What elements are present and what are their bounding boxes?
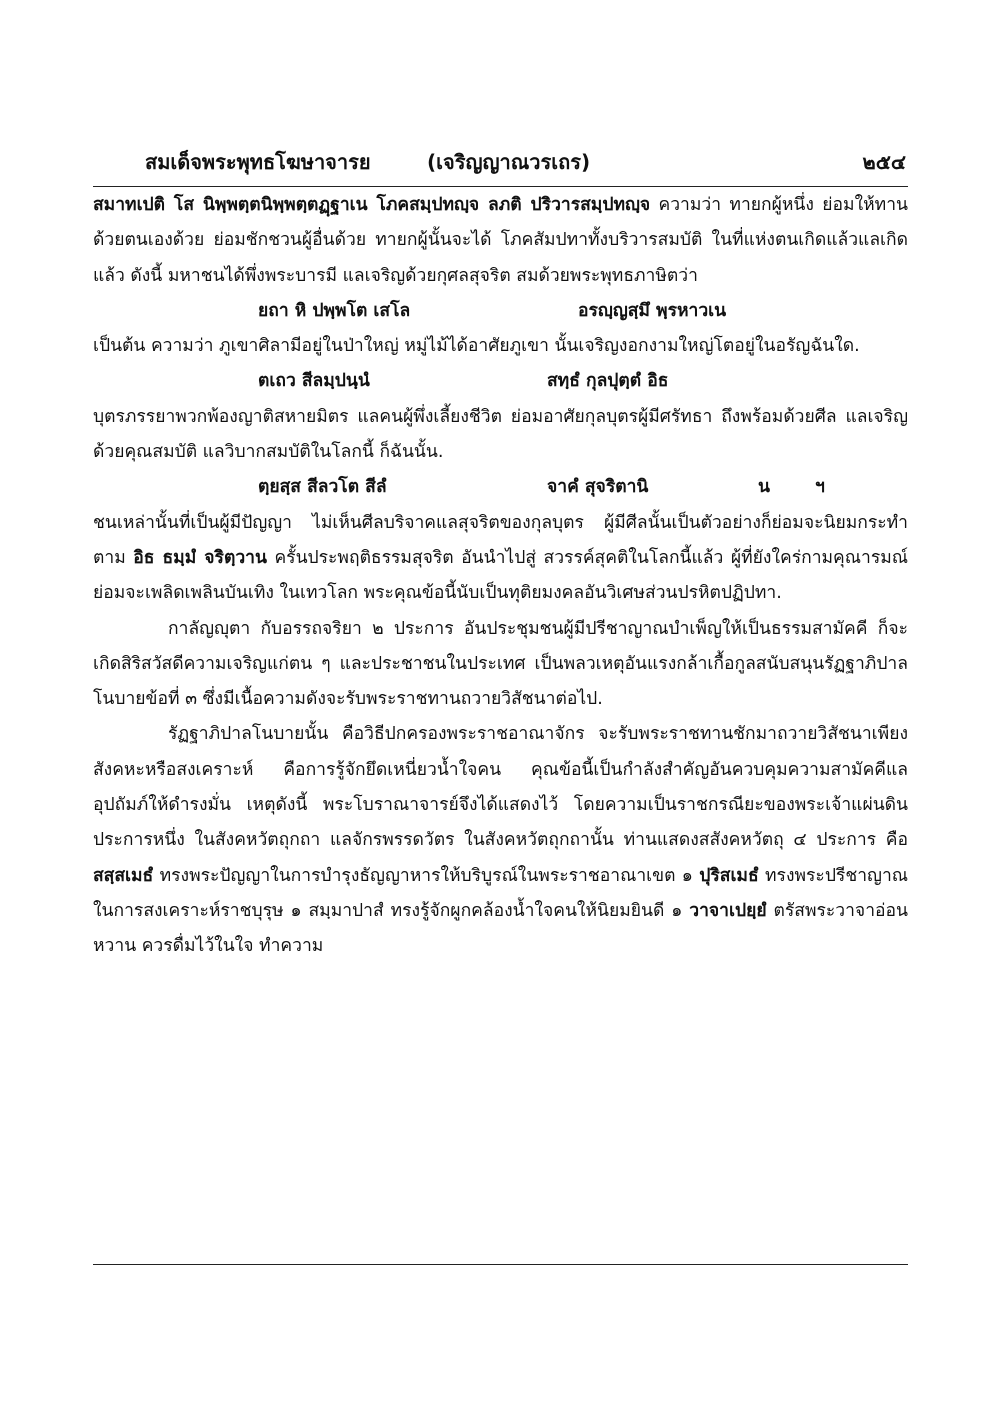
header-subtitle: (เจริญญาณวรเถร) bbox=[427, 150, 591, 174]
paragraph-3-pali-phrase: อิธ ธมฺมํ จริตฺวาน bbox=[133, 547, 267, 568]
verse-3 bbox=[93, 470, 908, 505]
intro-paragraph bbox=[93, 188, 908, 294]
paragraph-5-pali-term-2: ปุริสเมธํ bbox=[699, 865, 759, 886]
paragraph-2: บุตรภรรยาพวกพ้องญาติสหายมิตร แลคนผู้พึ่งเลี้ยงชีวิต ย่อมอาศัยกุลบุตรผู้มีศรัทธา ถึงพร้อมด้วยศีล แลเจริญด้วยคุณสมบัติ แลวิบากสมบัติในโลกนี้ ก็ฉันนั้น. bbox=[93, 406, 908, 463]
paragraph-3-text-1: ชนเหล่านั้นที่เป็นผู้มีปัญญา ไม่เห็นศีลบริจาคแลสุจริตของกุลบุตร ผู้มีศีลนั้นเป็นตัวอย่างก็ย่อมจะนิยมกระทำตาม bbox=[93, 512, 908, 568]
verse-1-second-half: อรญฺญสฺมึ พฺรหาวเน bbox=[578, 300, 727, 321]
verse-2 bbox=[93, 364, 908, 399]
paragraph-5-pali-term-1: สสฺสเมธํ bbox=[93, 865, 154, 886]
page-header bbox=[93, 146, 908, 187]
page-body bbox=[93, 188, 908, 965]
verse-3-particle: น bbox=[758, 477, 770, 498]
paragraph-5-text-2: ทรงพระปัญญาในการบำรุงธัญญาหารให้บริบูรณ์ในพระราชอาณาเขต ๑ bbox=[153, 865, 700, 886]
verse-3-end-mark: ฯ bbox=[815, 477, 825, 498]
paragraph-5-pali-term-3: วาจาเปยฺยํ bbox=[689, 900, 767, 921]
paragraph-4: กาลัญญุตา กับอรรถจริยา ๒ ประการ อันประชุมชนผู้มีปรีชาญาณบำเพ็ญให้เป็นธรรมสามัคคี ก็จะเกิดสิริสวัสดีความเจริญแก่ตน ๆ และประชาชนในประเทศ เป็นพลวเหตุอันแรงกล้าเกื้อกูลสนับสนุนรัฏฐาภิปาลโนบายข้อที่ ๓ ซึ่งมีเนื้อความดังจะรับพระราชทานถวายวิสัชนาต่อไป. bbox=[93, 618, 908, 710]
page-number: ๒๕๔ bbox=[862, 150, 906, 174]
footer-rule bbox=[93, 1264, 908, 1265]
header-title: สมเด็จพระพุทธโฆษาจารย bbox=[145, 150, 371, 174]
verse-3-first-half: ตฺยสฺส สีลวโต สีลํ bbox=[258, 477, 387, 498]
verse-2-first-half: ตเถว สีลมฺปนฺนํ bbox=[258, 371, 370, 392]
paragraph-3 bbox=[93, 506, 908, 612]
verse-3-second-half: จาคํ สุจริตานิ bbox=[547, 477, 649, 498]
verse-1-first-half: ยถา หิ ปพฺพโต เสโล bbox=[258, 300, 411, 321]
paragraph-1: เป็นต้น ความว่า ภูเขาศิลามีอยู่ในป่าใหญ่ หมู่ไม้ได้อาศัยภูเขา นั้นเจริญงอกงามใหญ่โตอยู่ในอรัญฉันใด. bbox=[93, 336, 860, 357]
paragraph-5-text-3: ทรงพระปรีชาญาณในการสงเคราะห์ราชบุรุษ ๑ สมฺมาปาสํ ทรงรู้จักผูกคล้องน้ำใจคนให้นิยมยินดี ๑ bbox=[93, 865, 909, 921]
intro-text: ความว่า ทายกผู้หนึ่ง ย่อมให้ทานด้วยตนเองด้วย ย่อมชักชวนผู้อื่นด้วย ทายกผู้นั้นจะได้ โภคสัมปทาทั้งบริวารสมบัติ ในที่แห่งตนเกิดแล้วแลเกิดแล้ว ดังนี้ มหาชนได้พึ่งพระบารมี แลเจริญด้วยกุศลสุจริต สมด้วยพระพุทธภาษิตว่า bbox=[93, 195, 908, 286]
paragraph-5 bbox=[93, 717, 908, 964]
paragraph-5-text-1: รัฏฐาภิปาลโนบายนั้น คือวิธีปกครองพระราชอาณาจักร จะรับพระราชทานชักมาถวายวิสัชนาเพียงสังคหะหรือสงเคราะห์ คือการรู้จักยึดเหนี่ยวน้ำใจคน คุณข้อนี้เป็นกำลังสำคัญอันควบคุมความสามัคคีแลอุปถัมภ์ให้ดำรงมั่น เหตุดังนี้ พระโบราณาจารย์จึงได้แสดงไว้ โดยความเป็นราชกรณียะของพระเจ้าแผ่นดิน ประการหนึ่ง ในสังคหวัตถุกถา แลจักรพรรดวัตร ในสังคหวัตถุกถานั้น ท่านแสดงสสังคหวัตถุ ๔ ประการ คือ bbox=[93, 724, 908, 851]
paragraph-5-text-4: ตรัสพระวาจาอ่อนหวาน ควรดื่มไว้ในใจ ทำความ bbox=[93, 900, 908, 957]
verse-2-second-half: สทฺธํ กุลปุตฺตํ อิธ bbox=[547, 371, 669, 392]
verse-1 bbox=[93, 294, 908, 329]
intro-pali-phrase: สมาทเปติ โส นิพฺพตฺตนิพฺพตฺตฏฺฐาเน โภคสมฺปทญฺจ ลภติ ปริวารสมฺปทญฺจ bbox=[93, 195, 651, 215]
paragraph-3-text-2: ครั้นประพฤติธรรมสุจริต อันนำไปสู่ สวรรค์สุคติในโลกนี้แล้ว ผู้ที่ยังใคร่กามคุณารมณ์ ย่อมจะเพลิดเพลินบันเทิง ในเทวโลก พระคุณข้อนี้นับเป็นทุติยมงคลอันวิเศษส่วนปรหิตปฏิปทา. bbox=[93, 547, 908, 604]
